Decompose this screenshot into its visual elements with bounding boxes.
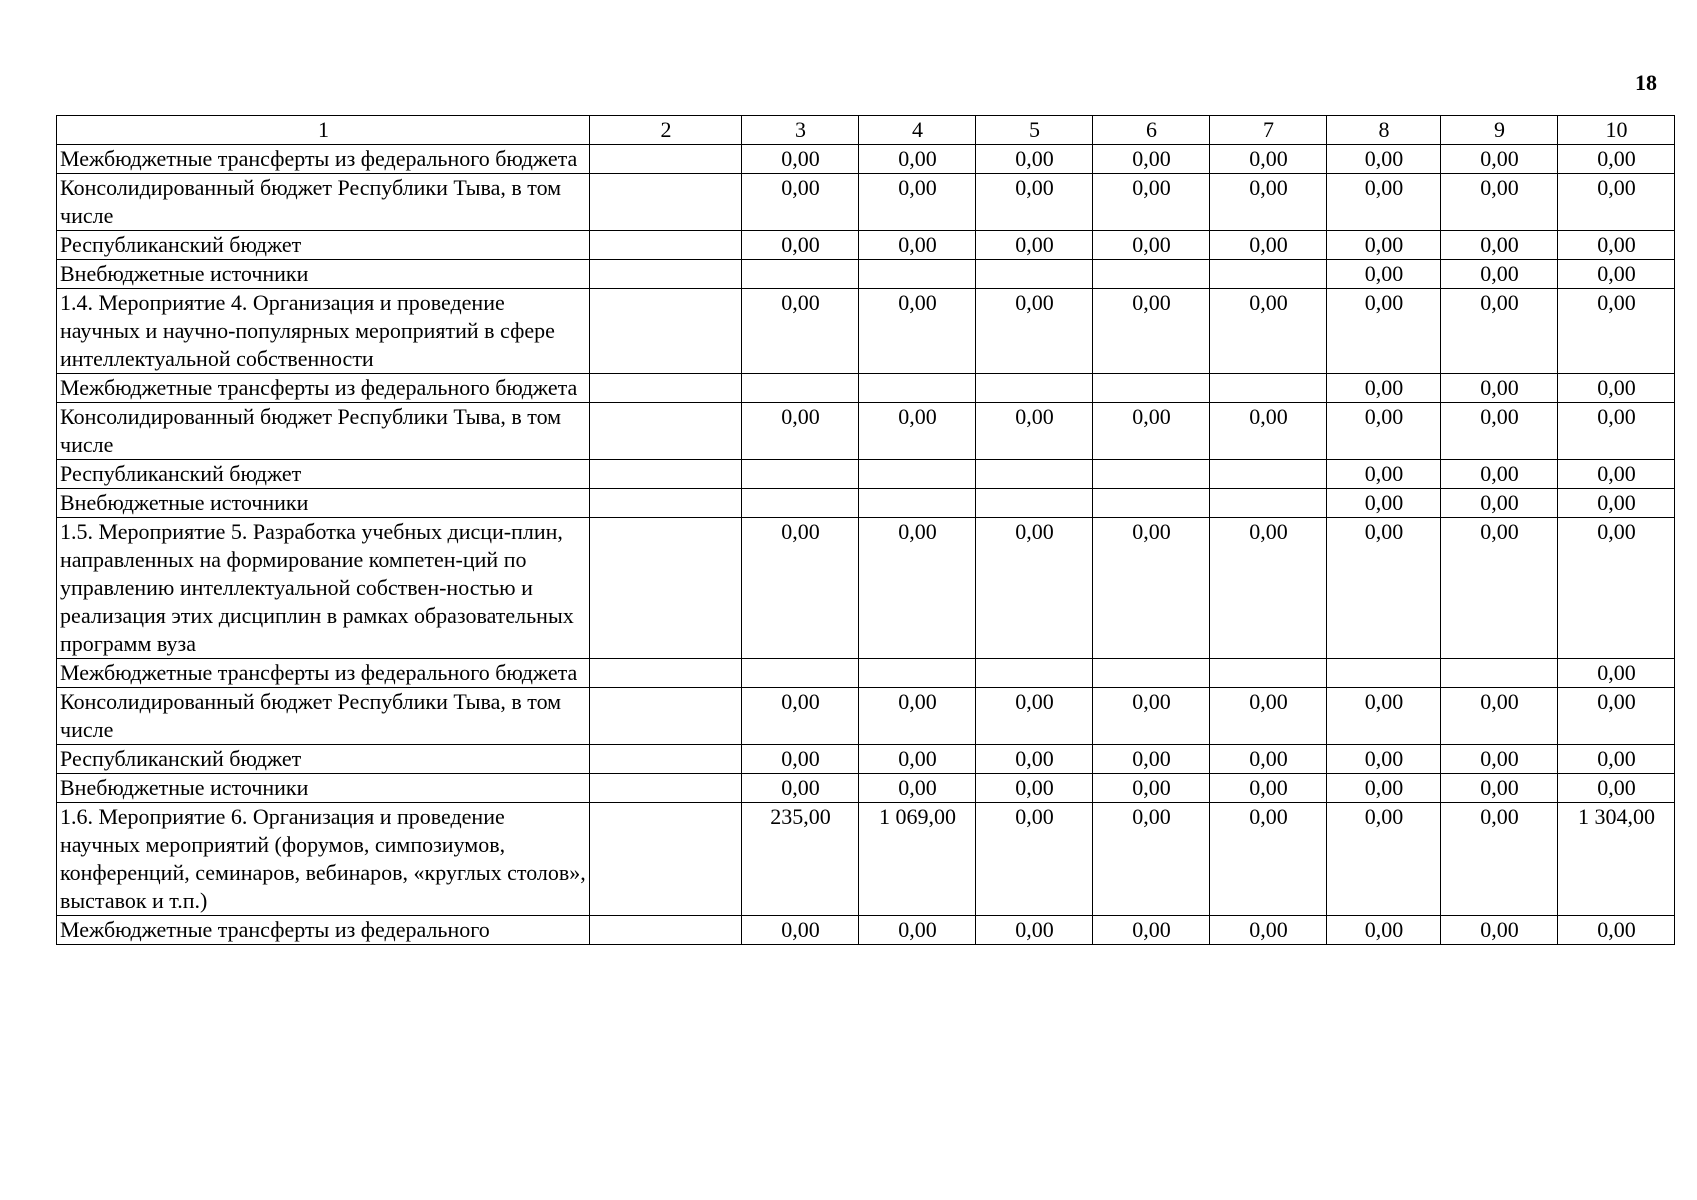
value-cell: 0,00 xyxy=(1210,745,1327,774)
value-cell: 0,00 xyxy=(1093,916,1210,945)
value-cell: 235,00 xyxy=(742,803,859,916)
value-cell: 0,00 xyxy=(1327,803,1441,916)
value-cell: 0,00 xyxy=(976,145,1093,174)
value-cell: 0,00 xyxy=(1327,403,1441,460)
value-cell: 0,00 xyxy=(1327,688,1441,745)
table-row xyxy=(57,518,1675,659)
value-cell: 0,00 xyxy=(1558,231,1675,260)
value-cell: 0,00 xyxy=(1093,403,1210,460)
value-cell: 0,00 xyxy=(1327,174,1441,231)
value-cell: 0,00 xyxy=(1327,145,1441,174)
value-cell: 0,00 xyxy=(1327,916,1441,945)
value-cell: 0,00 xyxy=(1210,803,1327,916)
value-cell xyxy=(976,489,1093,518)
value-cell xyxy=(1093,489,1210,518)
value-cell xyxy=(976,460,1093,489)
table-row xyxy=(57,145,1675,174)
value-cell xyxy=(1093,460,1210,489)
value-cell: 0,00 xyxy=(976,518,1093,659)
value-cell: 0,00 xyxy=(1093,803,1210,916)
value-cell xyxy=(590,403,742,460)
row-label: Межбюджетные трансферты из федерального бюджета xyxy=(57,374,590,403)
table-row xyxy=(57,659,1675,688)
table-row xyxy=(57,688,1675,745)
value-cell: 0,00 xyxy=(1441,518,1558,659)
value-cell: 0,00 xyxy=(1558,374,1675,403)
row-label: Консолидированный бюджет Республики Тыва, в том числе xyxy=(57,174,590,231)
value-cell: 0,00 xyxy=(1327,260,1441,289)
row-label: Республиканский бюджет xyxy=(57,231,590,260)
value-cell xyxy=(1441,659,1558,688)
value-cell: 0,00 xyxy=(859,688,976,745)
value-cell xyxy=(742,489,859,518)
value-cell xyxy=(590,803,742,916)
value-cell xyxy=(590,289,742,374)
value-cell xyxy=(1210,260,1327,289)
value-cell xyxy=(742,374,859,403)
value-cell xyxy=(1210,489,1327,518)
table-row xyxy=(57,374,1675,403)
value-cell xyxy=(1210,659,1327,688)
value-cell: 0,00 xyxy=(1093,231,1210,260)
value-cell: 1 069,00 xyxy=(859,803,976,916)
value-cell: 0,00 xyxy=(1210,289,1327,374)
column-header: 9 xyxy=(1441,116,1558,145)
value-cell: 0,00 xyxy=(1210,518,1327,659)
value-cell: 0,00 xyxy=(1210,174,1327,231)
table-row xyxy=(57,260,1675,289)
value-cell xyxy=(590,260,742,289)
value-cell: 0,00 xyxy=(742,688,859,745)
table-row xyxy=(57,403,1675,460)
value-cell: 0,00 xyxy=(1558,774,1675,803)
table-row xyxy=(57,916,1675,945)
column-header: 1 xyxy=(57,116,590,145)
value-cell: 0,00 xyxy=(1327,374,1441,403)
value-cell xyxy=(859,659,976,688)
value-cell xyxy=(1093,659,1210,688)
value-cell xyxy=(1210,374,1327,403)
value-cell: 0,00 xyxy=(976,745,1093,774)
column-header: 5 xyxy=(976,116,1093,145)
value-cell: 0,00 xyxy=(1093,145,1210,174)
value-cell xyxy=(976,374,1093,403)
value-cell xyxy=(590,774,742,803)
value-cell: 0,00 xyxy=(976,774,1093,803)
value-cell xyxy=(742,260,859,289)
value-cell: 0,00 xyxy=(1441,460,1558,489)
value-cell xyxy=(590,145,742,174)
value-cell: 0,00 xyxy=(1558,688,1675,745)
value-cell: 0,00 xyxy=(742,403,859,460)
value-cell: 0,00 xyxy=(742,774,859,803)
value-cell: 0,00 xyxy=(1210,916,1327,945)
value-cell: 0,00 xyxy=(1558,916,1675,945)
value-cell: 0,00 xyxy=(1441,260,1558,289)
value-cell xyxy=(590,174,742,231)
value-cell xyxy=(590,688,742,745)
row-label: Межбюджетные трансферты из федерального бюджета xyxy=(57,145,590,174)
column-header: 10 xyxy=(1558,116,1675,145)
value-cell: 0,00 xyxy=(1327,231,1441,260)
value-cell xyxy=(590,745,742,774)
value-cell: 0,00 xyxy=(742,174,859,231)
value-cell: 0,00 xyxy=(1093,518,1210,659)
value-cell: 0,00 xyxy=(976,403,1093,460)
value-cell: 0,00 xyxy=(1558,145,1675,174)
row-label: 1.6. Мероприятие 6. Организация и проведение научных мероприятий (форумов, симпозиумов, конференций, семинаров, вебинаров, «круглых столов», выставок и т.п.) xyxy=(57,803,590,916)
value-cell xyxy=(859,489,976,518)
value-cell xyxy=(859,460,976,489)
value-cell: 0,00 xyxy=(1441,174,1558,231)
value-cell: 0,00 xyxy=(1441,916,1558,945)
value-cell: 0,00 xyxy=(1441,489,1558,518)
table-row xyxy=(57,803,1675,916)
value-cell xyxy=(590,231,742,260)
value-cell: 0,00 xyxy=(859,174,976,231)
value-cell: 0,00 xyxy=(859,518,976,659)
value-cell: 0,00 xyxy=(1441,745,1558,774)
value-cell: 0,00 xyxy=(1441,688,1558,745)
value-cell: 0,00 xyxy=(976,231,1093,260)
value-cell: 0,00 xyxy=(1558,489,1675,518)
value-cell: 0,00 xyxy=(1210,688,1327,745)
table-row xyxy=(57,774,1675,803)
value-cell: 0,00 xyxy=(859,916,976,945)
value-cell: 0,00 xyxy=(742,145,859,174)
value-cell: 0,00 xyxy=(1093,774,1210,803)
value-cell: 0,00 xyxy=(742,289,859,374)
column-header: 8 xyxy=(1327,116,1441,145)
table-row xyxy=(57,489,1675,518)
value-cell: 0,00 xyxy=(976,289,1093,374)
row-label: Республиканский бюджет xyxy=(57,460,590,489)
table-row xyxy=(57,745,1675,774)
value-cell: 0,00 xyxy=(859,289,976,374)
value-cell: 0,00 xyxy=(1327,289,1441,374)
value-cell xyxy=(859,260,976,289)
value-cell: 0,00 xyxy=(859,745,976,774)
value-cell: 0,00 xyxy=(1210,403,1327,460)
value-cell: 0,00 xyxy=(1558,518,1675,659)
value-cell: 0,00 xyxy=(976,688,1093,745)
value-cell xyxy=(590,518,742,659)
value-cell: 0,00 xyxy=(1093,745,1210,774)
value-cell xyxy=(1210,460,1327,489)
value-cell: 0,00 xyxy=(1558,403,1675,460)
column-header: 7 xyxy=(1210,116,1327,145)
column-header: 3 xyxy=(742,116,859,145)
value-cell: 0,00 xyxy=(1327,489,1441,518)
value-cell xyxy=(859,374,976,403)
value-cell xyxy=(590,916,742,945)
value-cell: 0,00 xyxy=(1441,145,1558,174)
value-cell: 0,00 xyxy=(1327,774,1441,803)
value-cell xyxy=(742,460,859,489)
value-cell xyxy=(1093,260,1210,289)
value-cell xyxy=(590,460,742,489)
value-cell: 0,00 xyxy=(1327,518,1441,659)
value-cell: 0,00 xyxy=(859,145,976,174)
value-cell: 0,00 xyxy=(1093,174,1210,231)
value-cell: 0,00 xyxy=(1210,145,1327,174)
row-label: Внебюджетные источники xyxy=(57,489,590,518)
row-label: 1.5. Мероприятие 5. Разработка учебных дисци-плин, направленных на формирование компетен-ций по управлению интеллектуальной собствен-ностью и реализация этих дисциплин в рамках образовательных программ вуза xyxy=(57,518,590,659)
value-cell: 0,00 xyxy=(859,774,976,803)
column-header-row xyxy=(57,116,1675,145)
value-cell: 0,00 xyxy=(1558,289,1675,374)
row-label: 1.4. Мероприятие 4. Организация и проведение научных и научно-популярных мероприятий в сфере интеллектуальной собственности xyxy=(57,289,590,374)
value-cell: 0,00 xyxy=(1327,460,1441,489)
value-cell xyxy=(976,260,1093,289)
row-label: Внебюджетные источники xyxy=(57,260,590,289)
table-body xyxy=(57,145,1675,945)
value-cell: 1 304,00 xyxy=(1558,803,1675,916)
value-cell: 0,00 xyxy=(1441,289,1558,374)
value-cell: 0,00 xyxy=(742,518,859,659)
row-label: Республиканский бюджет xyxy=(57,745,590,774)
value-cell: 0,00 xyxy=(742,745,859,774)
value-cell: 0,00 xyxy=(1093,289,1210,374)
value-cell: 0,00 xyxy=(742,231,859,260)
value-cell: 0,00 xyxy=(1093,688,1210,745)
value-cell: 0,00 xyxy=(976,803,1093,916)
value-cell: 0,00 xyxy=(1558,745,1675,774)
value-cell: 0,00 xyxy=(1558,260,1675,289)
value-cell: 0,00 xyxy=(1441,803,1558,916)
value-cell: 0,00 xyxy=(1558,460,1675,489)
table-row xyxy=(57,289,1675,374)
budget-table xyxy=(56,115,1675,945)
row-label: Консолидированный бюджет Республики Тыва, в том числе xyxy=(57,403,590,460)
value-cell: 0,00 xyxy=(1558,174,1675,231)
column-header: 4 xyxy=(859,116,976,145)
value-cell: 0,00 xyxy=(859,231,976,260)
row-label: Межбюджетные трансферты из федерального xyxy=(57,916,590,945)
value-cell: 0,00 xyxy=(1558,659,1675,688)
value-cell xyxy=(590,659,742,688)
value-cell: 0,00 xyxy=(1441,774,1558,803)
value-cell xyxy=(742,659,859,688)
value-cell: 0,00 xyxy=(976,916,1093,945)
value-cell xyxy=(1327,659,1441,688)
page-number: 18 xyxy=(1635,70,1657,95)
table-row xyxy=(57,231,1675,260)
row-label: Консолидированный бюджет Республики Тыва, в том числе xyxy=(57,688,590,745)
value-cell: 0,00 xyxy=(976,174,1093,231)
column-header: 2 xyxy=(590,116,742,145)
column-header: 6 xyxy=(1093,116,1210,145)
row-label: Межбюджетные трансферты из федерального бюджета xyxy=(57,659,590,688)
table-row xyxy=(57,174,1675,231)
table-row xyxy=(57,460,1675,489)
value-cell xyxy=(590,374,742,403)
value-cell xyxy=(590,489,742,518)
value-cell: 0,00 xyxy=(859,403,976,460)
value-cell: 0,00 xyxy=(1441,231,1558,260)
value-cell: 0,00 xyxy=(1327,745,1441,774)
value-cell: 0,00 xyxy=(1441,403,1558,460)
row-label: Внебюджетные источники xyxy=(57,774,590,803)
value-cell: 0,00 xyxy=(1210,774,1327,803)
value-cell: 0,00 xyxy=(1210,231,1327,260)
value-cell xyxy=(1093,374,1210,403)
value-cell: 0,00 xyxy=(1441,374,1558,403)
value-cell: 0,00 xyxy=(742,916,859,945)
value-cell xyxy=(976,659,1093,688)
